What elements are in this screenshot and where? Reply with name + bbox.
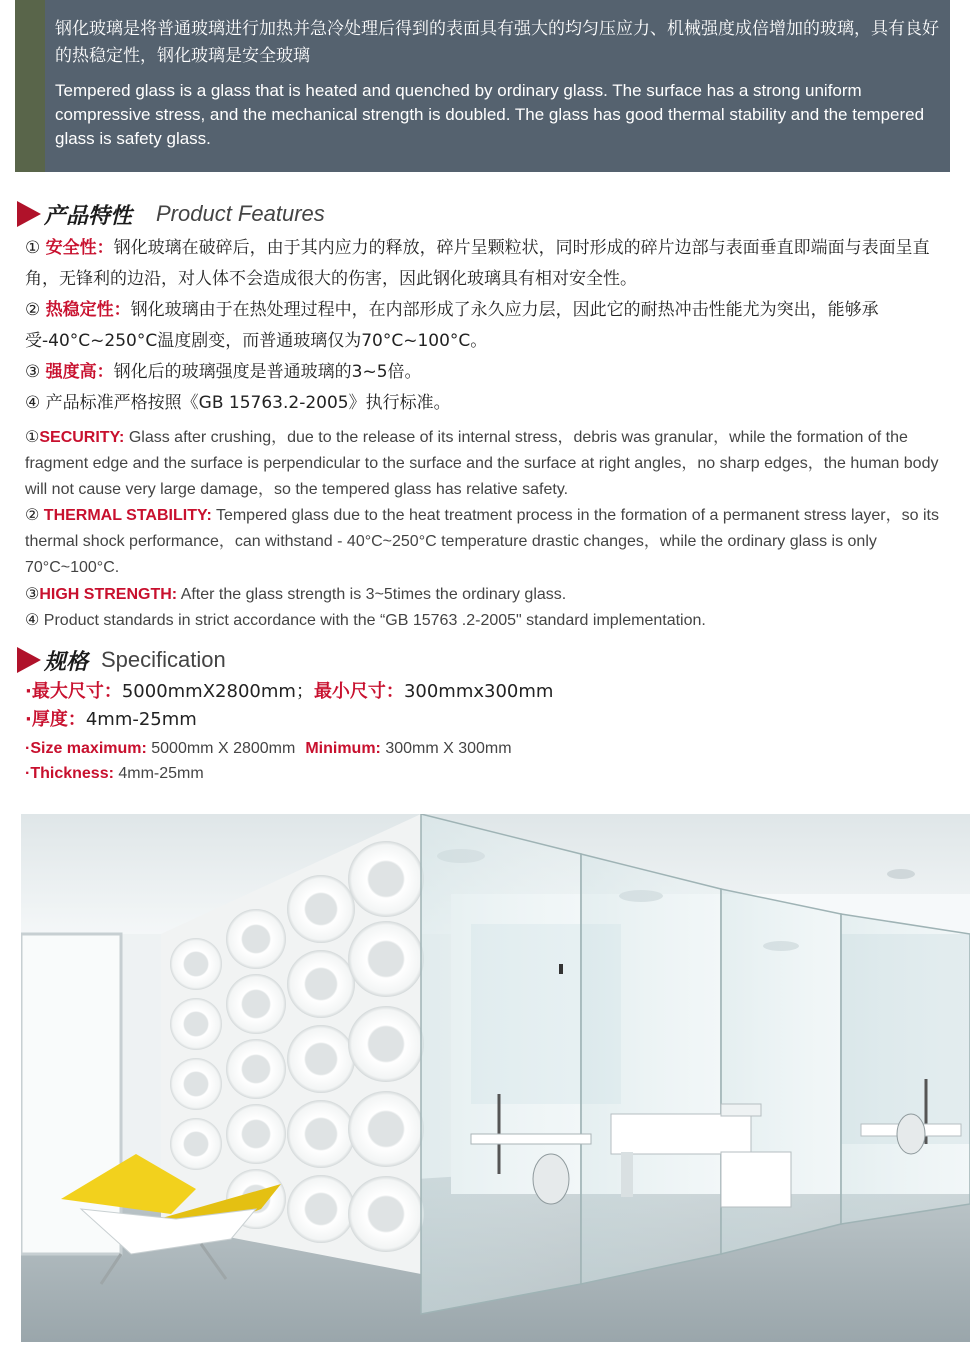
banner-text-en: Tempered glass is a glass that is heated and quenched by ordinary glass. The surface has a strong uniform compressive stress, and the mechanical strength is doubled. The glass has good thermal stability and the tempered glass is safety glass. [55,81,925,148]
feature-zh-2 [25,295,955,357]
spec-min-label: Minimum: [305,740,381,757]
feature-number: ① [25,238,41,258]
banner-text-zh: 钢化玻璃是将普通玻璃进行加热并急冷处理后得到的表面具有强大的均匀压应力、机械强度成倍增加的玻璃，具有良好的热稳定性，钢化玻璃是安全玻璃 [55,19,939,66]
spec-max-value: 5000mm X 2800mm [146,740,296,757]
spec-max-label: ·最大尺寸： [25,681,122,702]
feature-zh-1 [25,233,955,295]
heading-arrow-icon [17,201,41,227]
feature-number: ② [25,300,41,320]
spec-min-value: 300mm X 300mm [380,740,512,757]
feature-text: 产品标准严格按照《GB 15763.2-2005》执行标准。 [45,393,451,413]
feature-en-2 [25,503,955,581]
spec-thickness-value: 4mm-25mm [85,709,197,730]
feature-label: 安全性： [45,238,114,258]
feature-label: HIGH STRENGTH: [39,586,178,603]
spec-size-en [25,736,512,761]
spec-min-value: 300mmx300mm [403,681,554,702]
feature-number: ① [25,429,40,446]
feature-label: SECURITY: [39,429,125,446]
spec-thickness-label: ·Thickness: [25,765,114,782]
feature-text: 钢化玻璃由于在热处理过程中，在内部形成了永久应力层，因此它的耐热冲击性能尤为突出，能够承受-40°C~250°C温度剧变，而普通玻璃仅为70°C~100°C。 [25,300,879,351]
feature-text: 钢化玻璃在破碎后，由于其内应力的释放，碎片呈颗粒状，同时形成的碎片边部与表面垂直即端面与表面呈直角，无锋利的边沿，对人体不会造成很大的伤害，因此钢化玻璃具有相对安全性。 [25,238,930,289]
spec-heading-en: Specification [101,647,226,672]
feature-en-4 [25,608,955,634]
features-heading-zh: 产品特性 [44,204,133,229]
spec-thickness-value: 4mm-25mm [113,765,204,782]
feature-zh-4 [25,388,955,419]
feature-number: ④ [25,612,40,629]
feature-label: 热稳定性： [45,300,131,320]
spec-thickness-zh [25,706,197,734]
feature-text: 钢化后的玻璃强度是普通玻璃的3~5倍。 [113,362,422,382]
feature-en-1 [25,425,955,503]
feature-en-3 [25,582,955,608]
feature-number: ③ [25,362,41,382]
feature-text: Product standards in strict accordance with the “GB 15763 .2-2005" standard implementation. [39,612,706,629]
feature-label: 强度高： [45,362,114,382]
heading-arrow-icon [17,647,41,673]
feature-number: ② [25,507,40,524]
feature-number: ④ [25,393,41,413]
intro-banner [15,0,950,172]
office-photo-illustration [21,814,970,1342]
feature-zh-3 [25,357,955,388]
spec-heading-zh: 规格 [44,650,89,675]
spec-max-label: ·Size maximum: [25,740,147,757]
feature-text: Glass after crushing，due to the release of its internal stress，debris was granular，while the formation of the fragment edge and the surface is perpendicular to the surface and the surface at right angles，no sharp edges，the human body will not cause very large damage，so the tempered glass has relative safety. [25,429,939,498]
features-heading-en: Product Features [156,201,325,226]
spec-size-zh [25,678,553,706]
feature-label: THERMAL STABILITY: [43,507,212,524]
office-glass-partition-photo [21,814,970,1342]
spec-thickness-label: ·厚度： [25,709,86,730]
feature-number: ③ [25,586,40,603]
spec-min-label: 最小尺寸： [313,681,404,702]
feature-text: Tempered glass due to the heat treatment process in the formation of a permanent stress layer，so its thermal shock performance，can withstand - 40°C~250°C temperature drastic changes，while the ordinary glass is only 70°C~100°C. [25,507,939,576]
banner-accent-bar [15,0,45,172]
spec-max-value: 5000mmX2800mm； [121,681,314,702]
spec-thickness-en [25,761,204,786]
feature-text: After the glass strength is 3~5times the ordinary glass. [177,586,567,603]
